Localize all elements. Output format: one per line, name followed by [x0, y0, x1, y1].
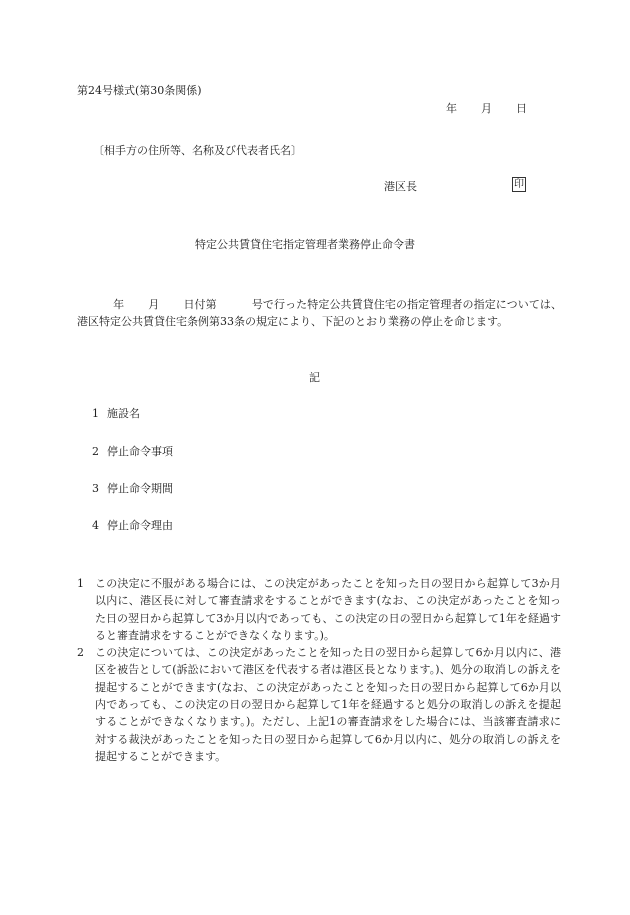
- item-label: 停止命令事項: [107, 445, 173, 458]
- notice-number: 2: [77, 646, 84, 660]
- list-item: [92, 446, 173, 457]
- ki-heading: 記: [309, 371, 320, 384]
- main-text-day-number: 日付第: [183, 298, 217, 311]
- main-text-month: 月: [148, 298, 160, 311]
- addressee-placeholder: 〔相手方の住所等、名称及び代表者氏名〕: [93, 144, 302, 157]
- issuer-title: 港区長: [384, 180, 417, 193]
- list-item: [92, 520, 173, 531]
- item-number: 2: [92, 445, 99, 458]
- item-number: 1: [92, 407, 99, 420]
- item-number: 4: [92, 519, 99, 532]
- date-month-label: 月: [481, 102, 492, 115]
- notice-number: 1: [77, 577, 84, 590]
- notice-item: [77, 644, 561, 765]
- main-text: [77, 296, 562, 330]
- list-item: [92, 408, 140, 419]
- notice-item: [77, 575, 561, 644]
- document-title: 特定公共賃貸住宅指定管理者業務停止命令書: [195, 238, 415, 251]
- item-label: 施設名: [107, 407, 140, 420]
- item-label: 停止命令理由: [107, 519, 173, 532]
- list-item: [92, 483, 173, 494]
- main-text-body: 号で行った特定公共賃貸住宅の指定管理者の指定については、港区特定公共賃貸住宅条例第33条の規定により、下記のとおり業務の停止を命じます。: [77, 298, 563, 328]
- notice-text: この決定に不服がある場合には、この決定があったことを知った日の翌日から起算して3か月以内に、港区長に対して審査請求をすることができます(なお、この決定があったことを知った日の翌日から起算して3か月以内であっても、この決定の日の翌日から起算して1年を経過すると審査請求をすることができなくなります。)。: [95, 577, 561, 642]
- date-day-label: 日: [516, 102, 527, 115]
- item-label: 停止命令期間: [107, 482, 173, 495]
- seal-mark: 印: [514, 179, 524, 190]
- item-number: 3: [92, 482, 99, 495]
- date-year-label: 年: [446, 102, 457, 115]
- notice-section: [77, 575, 561, 765]
- form-number: 第24号様式(第30条関係): [77, 84, 202, 97]
- notice-text: この決定については、この決定があったことを知った日の翌日から起算して6か月以内に、港区を被告として(訴訟において港区を代表する者は港区長となります。)、処分の取消しの訴えを提起することができます(なお、この決定があったことを知った日の翌日から起算して6か月以内であっても、この決定の日の翌日から起算して1年を経過すると処分の取消しの訴えを提起することができなくなります。)。ただし、上記1の審査請求をした場合には、当該審査請求に対する裁決があったことを知った日の翌日から起算して6か月以内に、処分の取消しの訴えを提起することができます。: [95, 646, 561, 763]
- main-text-year: 年: [113, 298, 125, 311]
